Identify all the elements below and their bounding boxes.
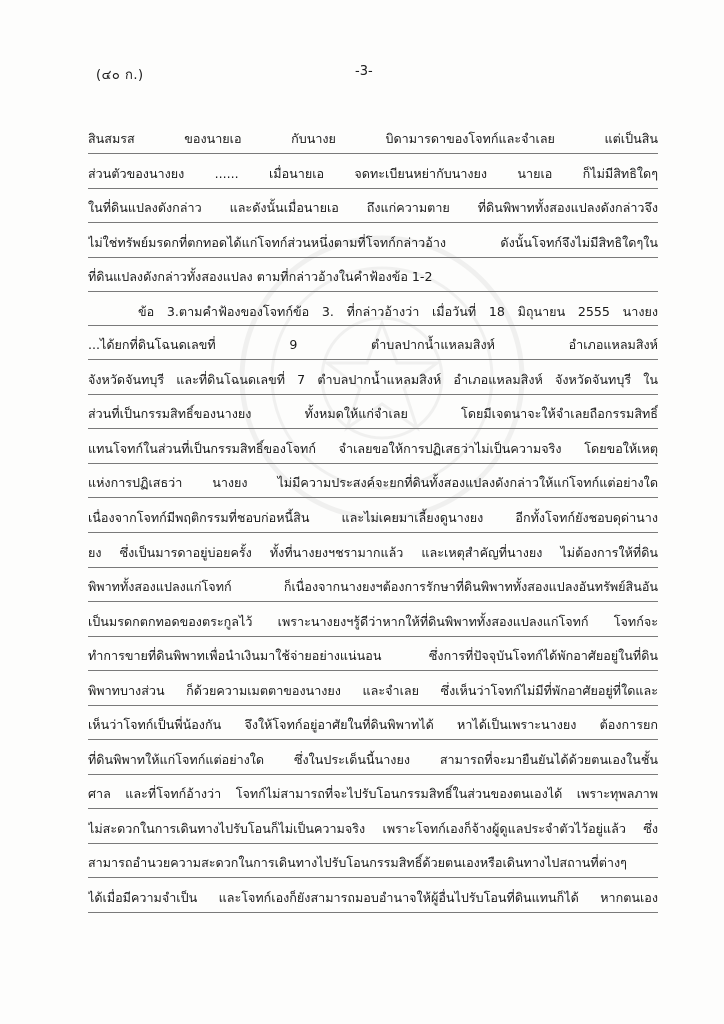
text-line: ไม่ใช่ทรัพย์มรดกที่ตกทอดได้แก่โจทก์ส่วนหนึ่งตามที่โจทก์กล่าวอ้าง ดังนั้นโจทก์จึงไม่มีสิทธิใดๆใน bbox=[88, 228, 658, 258]
text-line: สามารถอำนวยความสะดวกในการเดินทางไปรับโอนกรรมสิทธิ์ด้วยตนเองหรือเดินทางไปสถานที่ต่างๆ bbox=[88, 848, 658, 878]
text-line: จังหวัดจันทบุรี และที่ดินโฉนดเลขที่ 7 ตำบลปากน้ำแหลมสิงห์ อำเภอแหลมสิงห์ จังหวัดจันทบุรี ใน bbox=[88, 365, 658, 395]
text-line: ส่วนที่เป็นกรรมสิทธิ์ของนางยง ทั้งหมดให้แก่จำเลย โดยมีเจตนาจะให้จำเลยถือกรรมสิทธิ์ bbox=[88, 399, 658, 429]
text-line: ส่วนตัวของนางยง ...... เมื่อนายเอ จดทะเบียนหย่ากับนางยง นายเอ ก็ไม่มีสิทธิใดๆ bbox=[88, 159, 658, 189]
text-line: เป็นมรดกตกทอดของตระกูลไว้ เพราะนางยงฯรู้ดีว่าหากให้ที่ดินพิพาททั้งสองแปลงแก่โจทก์ โจทก์จะ bbox=[88, 607, 658, 637]
text-line: สินสมรส ของนายเอ กับนางย บิดามารดาของโจทก์และจำเลย แต่เป็นสิน bbox=[88, 124, 658, 154]
text-line: เนื่องจากโจทก์มีพฤติกรรมที่ชอบก่อหนี้สิน และไม่เคยมาเลี้ยงดูนางยง อีกทั้งโจทก์ยังชอบดุด่านาง bbox=[88, 503, 658, 533]
text-line: พิพาทบางส่วน ก็ด้วยความเมตตาของนางยง และจำเลย ซึ่งเห็นว่าโจทก์ไม่มีที่พักอาศัยอยู่ที่ใดและ bbox=[88, 676, 658, 706]
text-line: พิพาททั้งสองแปลงแก่โจทก์ ก็เนื่องจากนางยงฯต้องการรักษาที่ดินพิพาททั้งสองแปลงอันทรัพย์สินอัน bbox=[88, 572, 658, 602]
form-code: (๔๐ ก.) bbox=[96, 68, 144, 83]
text-line: เห็นว่าโจทก์เป็นพี่น้องกัน จึงให้โจทก์อยู่อาศัยในที่ดินพิพาทได้ หาได้เป็นเพราะนางยง ต้องการยก bbox=[88, 710, 658, 740]
text-line: ศาล และที่โจทก์อ้างว่า โจทก์ไม่สามารถที่จะไปรับโอนกรรมสิทธิ์ในส่วนของตนเองได้ เพราะทุพลภาพ bbox=[88, 779, 658, 809]
page-number: -3- bbox=[355, 64, 373, 79]
text-line: ที่ดินพิพาทให้แก่โจทก์แต่อย่างใด ซึ่งในประเด็นนี้นางยง สามารถที่จะมายืนยันได้ด้วยตนเองในชั้น bbox=[88, 745, 658, 775]
text-line: ที่ดินแปลงดังกล่าวทั้งสองแปลง ตามที่กล่าวอ้างในคำฟ้องข้อ 1-2 bbox=[88, 262, 658, 292]
body-text bbox=[88, 124, 658, 918]
text-line: ในที่ดินแปลงดังกล่าว และดังนั้นเมื่อนายเอ ถึงแก่ความตาย ที่ดินพิพาททั้งสองแปลงดังกล่าวจึง bbox=[88, 193, 658, 223]
text-line: ข้อ 3.ตามคำฟ้องของโจทก์ข้อ 3. ที่กล่าวอ้างว่า เมื่อวันที่ 18 มิถุนายน 2555 นางยง bbox=[88, 297, 658, 326]
text-line: ไม่สะดวกในการเดินทางไปรับโอนก็ไม่เป็นความจริง เพราะโจทก์เองก็จ้างผู้ดูแลประจำตัวไว้อยู่แล้ว ซึ่ง bbox=[88, 814, 658, 844]
text-line: แห่งการปฏิเสธว่า นางยง ไม่มีความประสงค์จะยกที่ดินทั้งสองแปลงดังกล่าวให้แก่โจทก์แต่อย่างใด bbox=[88, 468, 658, 498]
text-line: ได้เมื่อมีความจำเป็น และโจทก์เองก็ยังสามารถมอบอำนาจให้ผู้อื่นไปรับโอนที่ดินแทนก็ได้ หากตนเอง bbox=[88, 883, 658, 913]
text-line: ...ได้ยกที่ดินโฉนดเลขที่ 9 ตำบลปากน้ำแหลมสิงห์ อำเภอแหลมสิงห์ bbox=[88, 330, 658, 360]
text-line: ทำการขายที่ดินพิพาทเพื่อนำเงินมาใช้จ่ายอย่างแน่นอน ซึ่งการที่ปัจจุบันโจทก์ได้พักอาศัยอยู่ในที่ดิน bbox=[88, 641, 658, 671]
text-line: ยง ซึ่งเป็นมารดาอยู่บ่อยครั้ง ทั้งที่นางยงฯชรามากแล้ว และเหตุสำคัญที่นางยง ไม่ต้องการให้ที่ดิน bbox=[88, 538, 658, 568]
text-line: แทนโจทก์ในส่วนที่เป็นกรรมสิทธิ์ของโจทก์ จำเลยขอให้การปฏิเสธว่าไม่เป็นความจริง โดยขอให้เหตุ bbox=[88, 434, 658, 464]
